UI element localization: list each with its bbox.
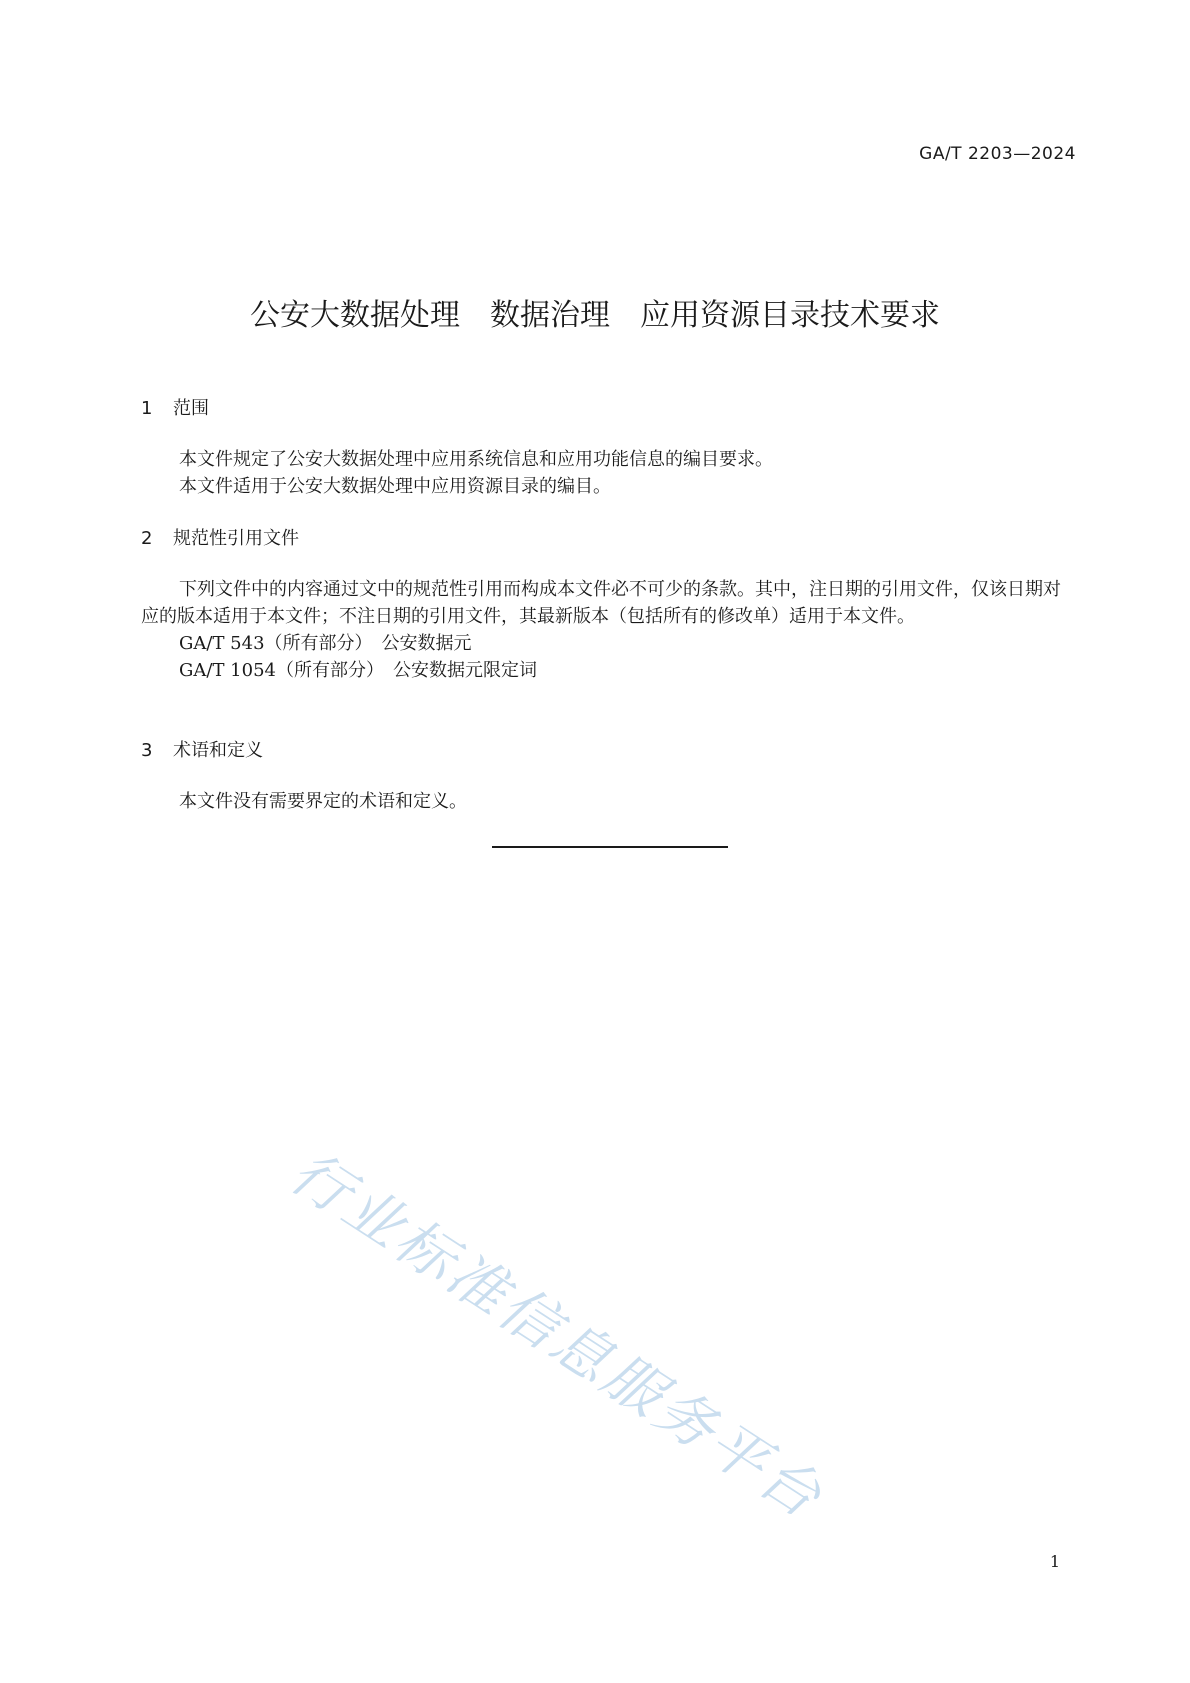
section-number: 1: [141, 398, 153, 419]
page-number: 1: [1049, 1552, 1060, 1571]
section-title: 术语和定义: [173, 740, 263, 761]
section-heading: [141, 527, 1076, 551]
reference-item: GA/T 1054（所有部分） 公安数据元限定词: [179, 660, 537, 681]
end-divider: [492, 846, 728, 848]
section-normative-references: [141, 527, 1076, 684]
section-title: 规范性引用文件: [173, 528, 299, 549]
section-number: 2: [141, 528, 153, 549]
document-title: 公安大数据处理 数据治理 应用资源目录技术要求: [250, 298, 940, 333]
paragraph: 本文件规定了公安大数据处理中应用系统信息和应用功能信息的编目要求。: [179, 449, 773, 470]
section-heading: [141, 397, 1076, 421]
paragraph: 本文件没有需要界定的术语和定义。: [179, 791, 467, 812]
paragraph: 下列文件中的内容通过文中的规范性引用而构成本文件必不可少的条款。其中，注日期的引用文件，仅该日期对应的版本适用于本文件；不注日期的引用文件，其最新版本（包括所有的修改单）适用于本文件。: [141, 579, 1061, 627]
section-title: 范围: [173, 398, 209, 419]
paragraph: 本文件适用于公安大数据处理中应用资源目录的编目。: [179, 476, 611, 497]
section-terms-definitions: [141, 739, 1076, 815]
section-scope: [141, 397, 1076, 500]
standard-code: GA/T 2203—2024: [919, 144, 1076, 164]
section-heading: [141, 739, 1076, 763]
section-number: 3: [141, 740, 153, 761]
watermark: 行业标准信息服务平台: [278, 1137, 836, 1533]
reference-item: GA/T 543（所有部分） 公安数据元: [179, 633, 472, 654]
